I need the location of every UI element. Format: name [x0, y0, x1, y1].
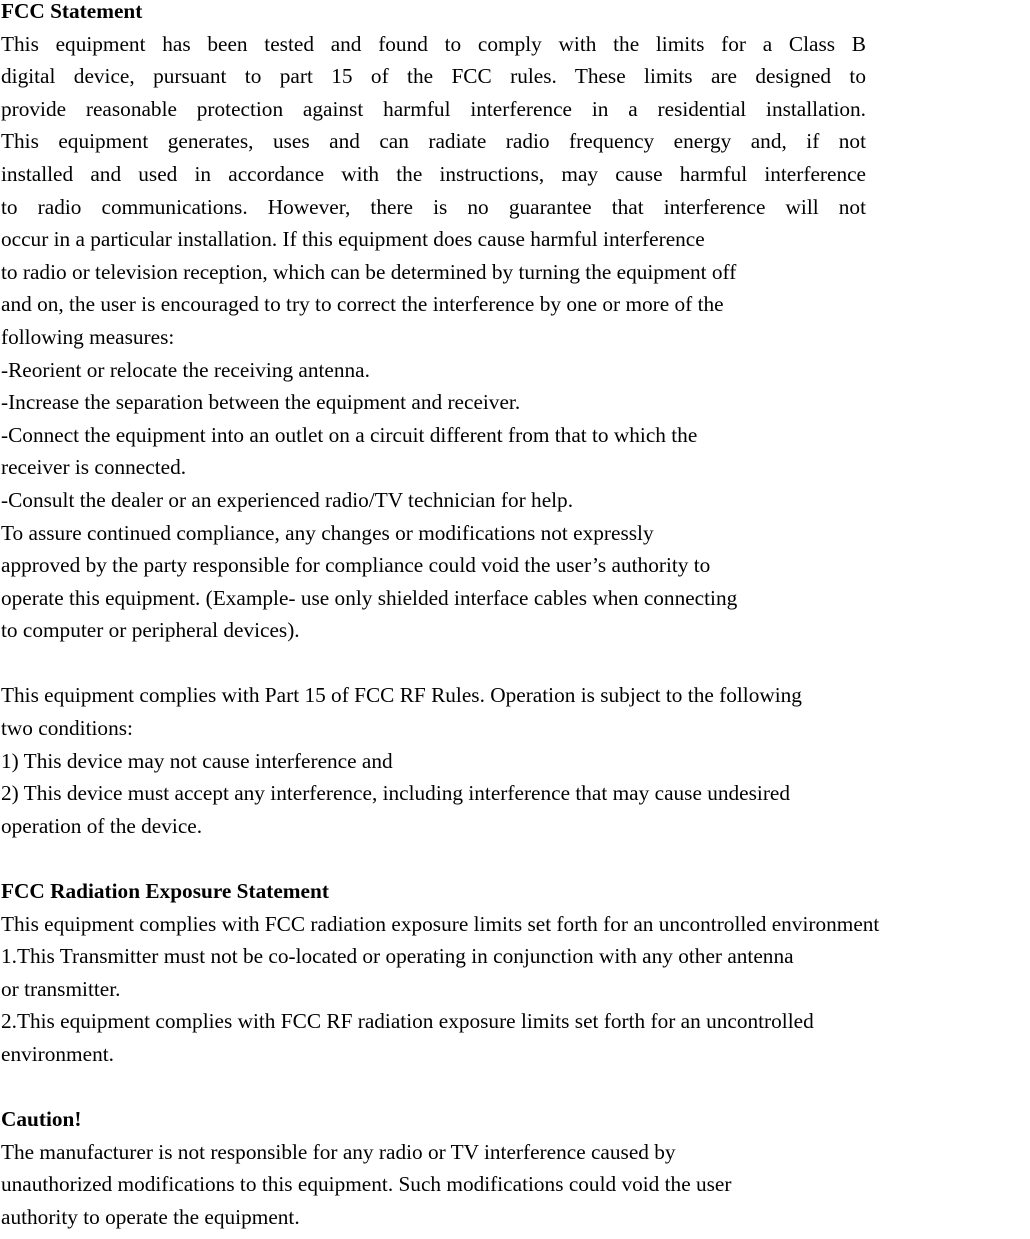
condition-item: 2) This device must accept any interference, including interference that may cause undesired: [1, 781, 791, 806]
text-line: to radio communications. However, there is no guarantee that interference will not: [1, 194, 866, 219]
measure-item: -Consult the dealer or an experienced radio/TV technician for help.: [1, 487, 574, 512]
fcc-document: [1, 0, 1030, 1239]
text-line: This equipment complies with Part 15 of FCC RF Rules. Operation is subject to the following: [1, 683, 802, 708]
text-line: 2.This equipment complies with FCC RF radiation exposure limits set forth for an uncontrolled: [1, 1009, 814, 1034]
text-line: occur in a particular installation. If this equipment does cause harmful interference: [1, 227, 705, 252]
fcc-statement-paragraph: [1, 33, 1030, 359]
text-line: 1.This Transmitter must not be co-located or operating in conjunction with any other antenna: [1, 944, 794, 969]
text-line: operate this equipment. (Example- use only shielded interface cables when connecting: [1, 585, 738, 610]
spacer: [1, 1076, 1030, 1109]
text-line: to radio or television reception, which can be determined by turning the equipment off: [1, 259, 737, 284]
measure-item: -Connect the equipment into an outlet on a circuit different from that to which the: [1, 422, 698, 447]
condition-item-continuation: operation of the device.: [1, 813, 203, 838]
text-line: digital device, pursuant to part 15 of the FCC rules. These limits are designed to: [1, 64, 866, 89]
text-line: environment.: [1, 1042, 114, 1066]
fcc-statement-section: [1, 0, 1030, 652]
text-line: authority to operate the equipment.: [1, 1204, 300, 1229]
text-line: two conditions:: [1, 716, 133, 741]
spacer: [1, 847, 1030, 880]
caution-heading: Caution!: [1, 1107, 82, 1132]
fcc-statement-heading: FCC Statement: [1, 0, 143, 23]
text-line: provide reasonable protection against harmful interference in a residential installation.: [1, 96, 866, 121]
spacer: [1, 652, 1030, 685]
caution-section: [1, 1108, 1030, 1238]
text-line: To assure continued compliance, any changes or modifications not expressly: [1, 520, 654, 545]
condition-item: 1) This device may not cause interference and: [1, 748, 393, 773]
measure-item: -Reorient or relocate the receiving antenna.: [1, 357, 370, 382]
text-line: installed and used in accordance with the instructions, may cause harmful interference: [1, 161, 866, 186]
measure-item: -Increase the separation between the equipment and receiver.: [1, 390, 521, 415]
text-line: or transmitter.: [1, 976, 121, 1001]
measure-item-continuation: receiver is connected.: [1, 455, 187, 480]
text-line: This equipment generates, uses and can radiate radio frequency energy and, if not: [1, 129, 866, 154]
text-line: following measures:: [1, 324, 175, 349]
compliance-paragraph: [1, 522, 1030, 652]
radiation-exposure-section: [1, 880, 1030, 1076]
part15-section: [1, 684, 1030, 847]
measures-list: [1, 359, 1030, 522]
text-line: This equipment has been tested and found to comply with the limits for a Class B: [1, 31, 866, 56]
text-line: The manufacturer is not responsible for any radio or TV interference caused by: [1, 1139, 676, 1164]
text-line: This equipment complies with FCC radiation exposure limits set forth for an uncontrolled environment: [1, 911, 880, 936]
text-line: unauthorized modifications to this equipment. Such modifications could void the user: [1, 1172, 732, 1197]
text-line: and on, the user is encouraged to try to correct the interference by one or more of the: [1, 292, 724, 317]
text-line: to computer or peripheral devices).: [1, 618, 300, 643]
radiation-exposure-heading: FCC Radiation Exposure Statement: [1, 879, 329, 904]
text-line: approved by the party responsible for compliance could void the user’s authority to: [1, 553, 711, 578]
